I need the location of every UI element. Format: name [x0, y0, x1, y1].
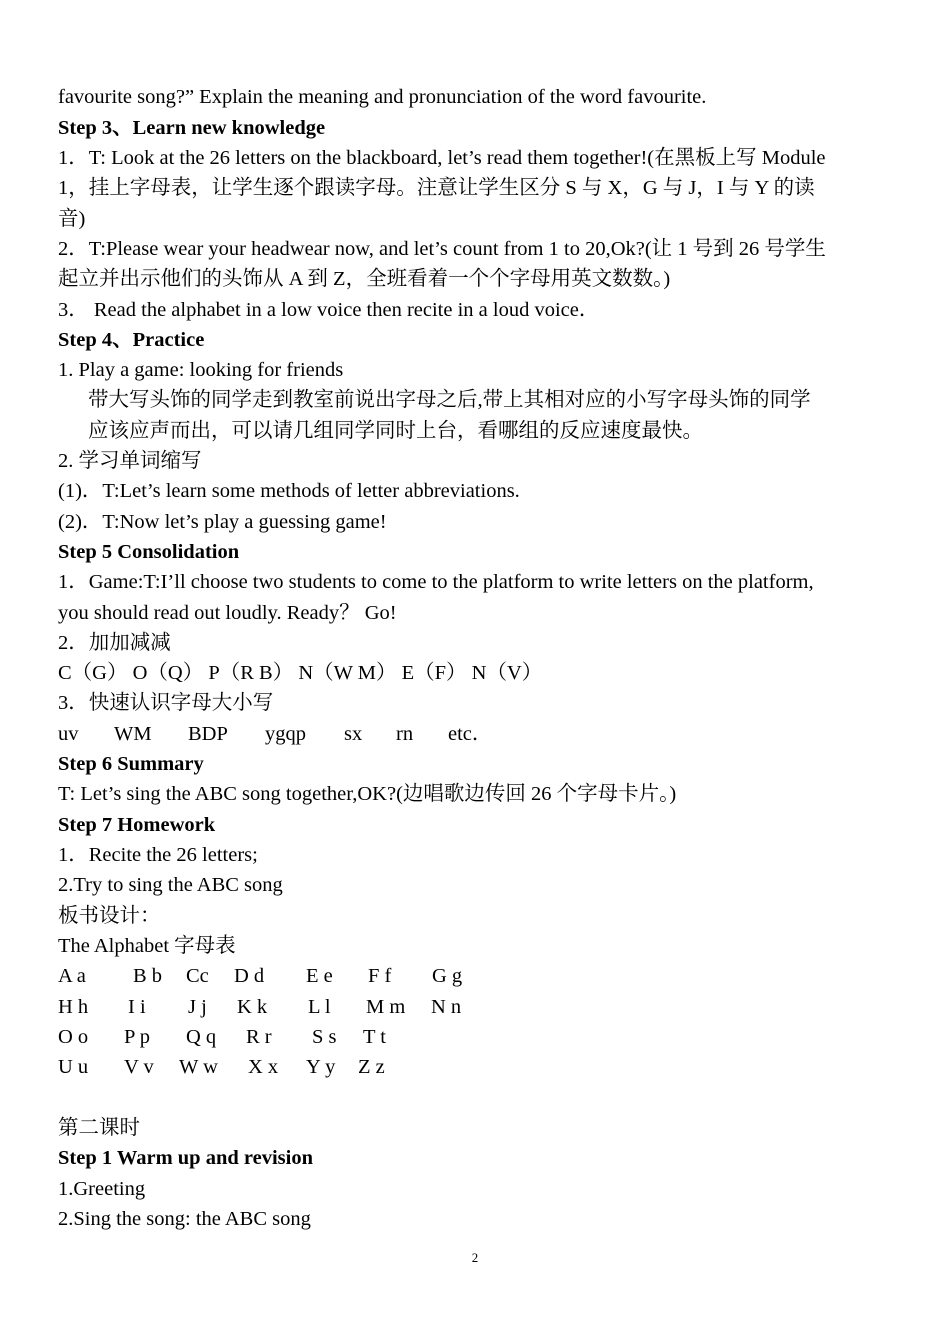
- text-line: C（G） O（Q） P（R B） N（W M） E（F） N（V）: [58, 662, 543, 684]
- step-6-heading: Step 6 Summary: [58, 753, 204, 775]
- text-line: 1．Recite the 26 letters;: [58, 844, 258, 866]
- letter-group: uv: [58, 723, 79, 745]
- letter-pair: O o: [58, 1026, 89, 1048]
- letter-pair: U u: [58, 1056, 89, 1078]
- text-line: 1，挂上字母表，让学生逐个跟读字母。注意让学生区分 S 与 X，G 与 J，I 与 Y 的读: [58, 177, 815, 199]
- letter-pair: Y y: [306, 1056, 336, 1078]
- text-line: 1. Play a game: looking for friends: [58, 359, 344, 381]
- letter-pair: J j: [188, 996, 207, 1018]
- text-line: 2.Sing the song: the ABC song: [58, 1208, 311, 1230]
- step-4-heading: Step 4、Practice: [58, 329, 205, 351]
- letter-pair: W w: [179, 1056, 218, 1078]
- letter-pair: D d: [234, 965, 265, 987]
- letter-pair: T t: [363, 1026, 386, 1048]
- letter-pair: H h: [58, 996, 89, 1018]
- letter-pair: A a: [58, 965, 86, 987]
- text-line: 2. 学习单词缩写: [58, 450, 202, 472]
- letter-pair: I i: [128, 996, 146, 1018]
- letter-pair: L l: [308, 996, 331, 1018]
- letter-pair: V v: [124, 1056, 154, 1078]
- text-line: 2．加加减减: [58, 632, 171, 654]
- letter-group: sx: [344, 723, 363, 745]
- letter-pair: S s: [312, 1026, 337, 1048]
- text-line: 2.Try to sing the ABC song: [58, 874, 283, 896]
- page-number: 2: [471, 1250, 479, 1265]
- letter-group: rn: [396, 723, 414, 745]
- text-line: 带大写头饰的同学走到教室前说出字母之后,带上其相对应的小写字母头饰的同学: [88, 389, 811, 411]
- text-line: T: Let’s sing the ABC song together,OK?(边唱歌边传回 26 个字母卡片。): [58, 783, 677, 805]
- letter-pair: X x: [248, 1056, 279, 1078]
- letter-group: BDP: [188, 723, 228, 745]
- step-1-heading: Step 1 Warm up and revision: [58, 1147, 313, 1169]
- letter-pair: Cc: [186, 965, 209, 987]
- letter-group: etc．: [448, 723, 493, 745]
- letter-pair: B b: [133, 965, 163, 987]
- letter-group: ygqp: [265, 723, 306, 745]
- text-line: 起立并出示他们的头饰从 A 到 Z，全班看着一个个字母用英文数数。): [58, 268, 671, 290]
- step-3-heading: Step 3、Learn new knowledge: [58, 117, 326, 139]
- text-line: 2．T:Please wear your headwear now, and let’s count from 1 to 20,Ok?(让 1 号到 26 号学生: [58, 238, 826, 260]
- letter-pair: N n: [431, 996, 462, 1018]
- letter-pair: E e: [306, 965, 333, 987]
- letter-pair: R r: [246, 1026, 272, 1048]
- text-line: The Alphabet 字母表: [58, 935, 236, 957]
- step-7-heading: Step 7 Homework: [58, 814, 216, 836]
- letter-pair: F f: [368, 965, 392, 987]
- letter-pair: P p: [124, 1026, 151, 1048]
- text-line: 板书设计：: [58, 905, 161, 927]
- text-line: (1)．T:Let’s learn some methods of letter abbreviations.: [58, 480, 520, 502]
- text-line: favourite song?” Explain the meaning and pronunciation of the word favourite.: [58, 86, 707, 108]
- text-line: you should read out loudly. Ready？ Go!: [58, 602, 397, 624]
- letter-pair: K k: [237, 996, 268, 1018]
- letter-group: WM: [114, 723, 152, 745]
- letter-pair: G g: [432, 965, 463, 987]
- text-line: 1．Game:T:I’ll choose two students to come to the platform to write letters on the platform,: [58, 571, 814, 593]
- text-line: 3．快速认识字母大小写: [58, 692, 274, 714]
- letter-pair: Q q: [186, 1026, 217, 1048]
- step-5-heading: Step 5 Consolidation: [58, 541, 240, 563]
- letter-pair: Z z: [358, 1056, 385, 1078]
- text-line: 音): [58, 208, 86, 230]
- text-line: (2)．T:Now let’s play a guessing game!: [58, 511, 387, 533]
- lesson-2-title: 第二课时: [58, 1117, 140, 1139]
- text-line: 应该应声而出，可以请几组同学同时上台，看哪组的反应速度最快。: [88, 420, 703, 442]
- text-line: 1.Greeting: [58, 1178, 146, 1200]
- letter-pair: M m: [366, 996, 406, 1018]
- text-line: 3． Read the alphabet in a low voice then recite in a loud voice．: [58, 299, 600, 321]
- text-line: 1．T: Look at the 26 letters on the blackboard, let’s read them together!(在黑板上写 Module: [58, 147, 826, 169]
